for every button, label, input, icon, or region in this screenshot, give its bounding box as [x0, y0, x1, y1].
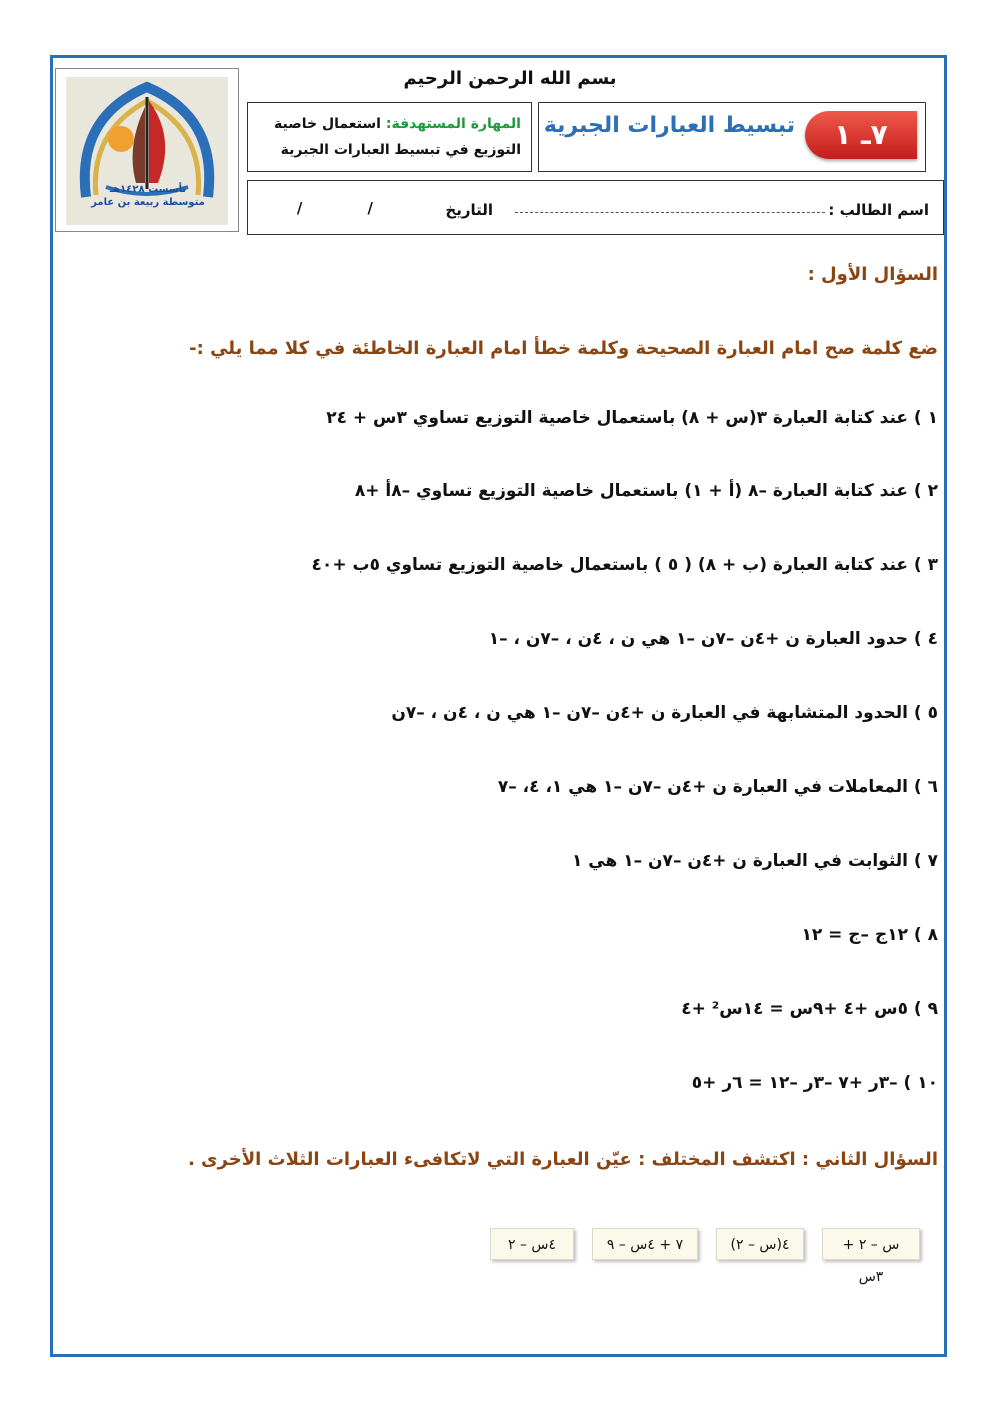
statement-4: ٤ ) حدود العبارة ن +٤ن –٧ن –١ هي ن ، ٤ن ، –٧ن ، –١	[488, 629, 938, 649]
statement-5: ٥ ) الحدود المتشابهة في العبارة ن +٤ن –٧ن –١ هي ن ، ٤ن ، –٧ن	[391, 703, 938, 723]
choice-3[interactable]: ٧ + ٤س – ٩	[592, 1228, 698, 1260]
statement-10: ١٠ ) –٣ر +٧ –٣ر –١٢ = ٦ر +٥	[691, 1073, 938, 1093]
choice-1[interactable]: س – ٢ + ٣س	[822, 1228, 920, 1260]
statement-1: ١ ) عند كتابة العبارة ٣(س + ٨) باستعمال خاصية التوزيع تساوي ٣س + ٢٤	[326, 408, 938, 428]
statement-6: ٦ ) المعاملات في العبارة ن +٤ن –٧ن –١ هي ١، ٤، –٧	[497, 777, 938, 797]
student-name-field[interactable]	[515, 212, 825, 213]
date-label: التاريخ	[445, 201, 493, 219]
school-logo	[55, 68, 239, 232]
statement-2: ٢ ) عند كتابة العبارة –٨ (أ + ١) باستعمال خاصية التوزيع تساوي –٨أ +٨	[354, 481, 938, 501]
target-skill-box	[247, 102, 532, 172]
skill-text: استعمال خاصية التوزيع في تبسيط العبارات الجبرية	[274, 116, 521, 158]
logo-caption-line1: تأسست ١٤٢٨هـ	[109, 184, 187, 195]
date-field[interactable]: / /	[296, 199, 403, 217]
lesson-number-badge: ٧ـ ١	[805, 111, 917, 159]
question1-instruction: ضع كلمة صح امام العبارة الصحيحة وكلمة خطأ امام العبارة الخاطئة في كلا مما يلي :-	[189, 338, 938, 359]
student-name-label: اسم الطالب :	[828, 201, 929, 219]
statement-8: ٨ ) ١٢ج –ج = ١٢	[801, 925, 938, 945]
odd-one-out-choices	[490, 1228, 920, 1285]
choice-2[interactable]: ٤(س – ٢)	[716, 1228, 804, 1260]
lesson-header	[538, 102, 926, 172]
student-info-box	[247, 180, 944, 235]
question1-title: السؤال الأول :	[807, 264, 938, 285]
skill-label: المهارة المستهدفة:	[385, 116, 521, 132]
question2-title: السؤال الثاني : اكتشف المختلف : عيّن العبارة التي لاتكافىء العبارات الثلاث الأخرى .	[187, 1149, 938, 1170]
statement-9: ٩ ) ٥س +٤ +٩س = ١٤س² +٤	[681, 999, 938, 1019]
choice-4[interactable]: ٤س – ٢	[490, 1228, 574, 1260]
statement-3: ٣ ) عند كتابة العبارة (ب + ٨) ( ٥ ) باستعمال خاصية التوزيع تساوي ٥ب +٤٠	[311, 555, 938, 575]
statement-7: ٧ ) الثوابت في العبارة ن +٤ن –٧ن –١ هي ١	[572, 851, 938, 871]
basmala: بسم الله الرحمن الرحيم	[403, 68, 617, 89]
lesson-title: تبسيط العبارات الجبرية	[543, 113, 795, 138]
logo-caption-line2: متوسطة ربيعة بن عامر	[91, 197, 205, 208]
